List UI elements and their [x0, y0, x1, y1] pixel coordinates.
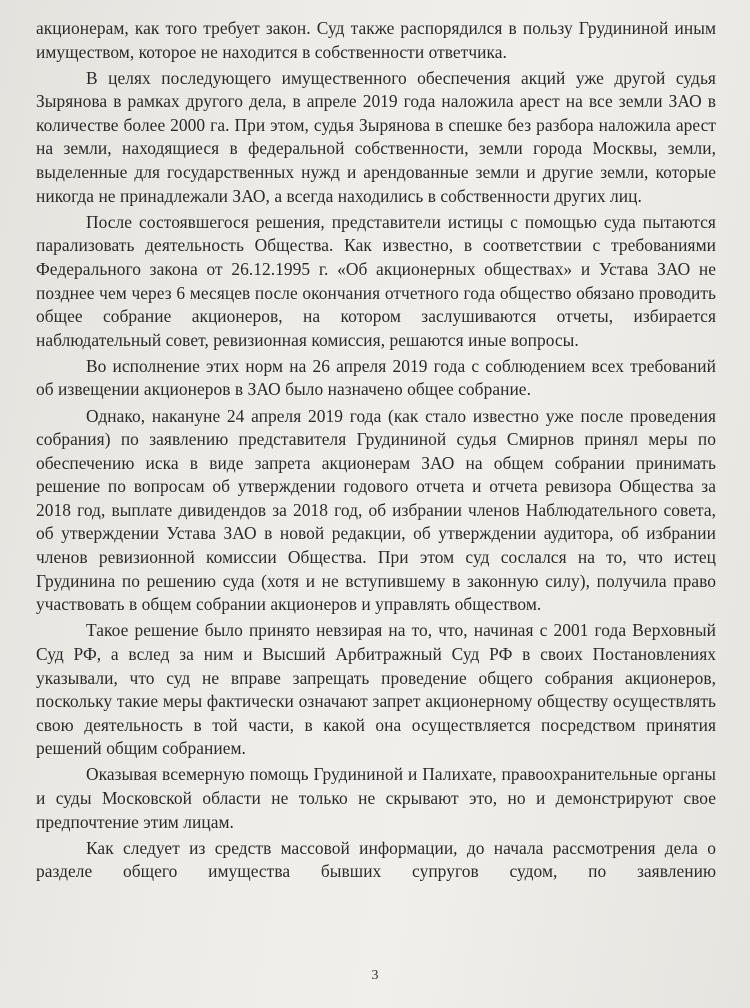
paragraph: Однако, накануне 24 апреля 2019 года (как стало известно уже после проведения собрания) по заявлению представителя Грудининой судья Смирнов принял меры по обеспечению иска в виде запрета акционерам ЗАО на общем собрании принимать решение по вопросам об утверждении годового отчета и отчета ревизора Общества за 2018 год, выплате дивидендов за 2018 год, об избрании членов Наблюдательного совета, об утверждении Устава ЗАО в новой редакции, об утверждении аудитора, об избрании членов ревизионной комиссии Общества. При этом суд сослался на то, что истец Грудинина по решению суда (хотя и не вступившему в законную силу), получила право участвовать в общем собрании акционеров и управлять обществом. — [36, 405, 716, 615]
paragraph: В целях последующего имущественного обеспечения акций уже другой судья Зырянова в рамках другого дела, в апреле 2019 года наложила арест на все земли ЗАО в количестве более 2000 га. При этом, судья Зырянова в спешке без разбора наложила арест на земли, находящиеся в федеральной собственности, земли города Москвы, земли, выделенные для государственных нужд и арендованные земли и другие земли, которые никогда не принадлежали ЗАО, а всегда находились в собственности других лиц. — [36, 67, 716, 206]
paragraph: После состоявшегося решения, представители истицы с помощью суда пытаются парализовать деятельность Общества. Как известно, в соответствии с требованиями Федерального закона от 26.12.1995 г. «Об акционерных обществах» и Устава ЗАО не позднее чем через 6 месяцев после окончания отчетного года общество обязано проводить общее собрание акционеров, на котором заслушиваются отчеты, избирается наблюдательный совет, ревизионная комиссия, решаются иные вопросы. — [36, 211, 716, 350]
document-body — [36, 17, 716, 886]
page-number: 3 — [371, 968, 379, 983]
paragraph: Такое решение было принято невзирая на то, что, начиная с 2001 года Верховный Суд РФ, а вслед за ним и Высший Арбитражный Суд РФ в своих Постановлениях указывали, что суд не вправе запрещать проведение общего собрания акционеров, поскольку такие меры фактически означают запрет акционерному обществу осуществлять свою деятельность в той части, в какой она осуществляется посредством принятия решений общим собранием. — [36, 620, 716, 759]
paragraph: Как следует из средств массовой информации, до начала рассмотрения дела о разделе общего имущества бывших супругов судом, по заявлению — [36, 837, 716, 882]
paragraph: Оказывая всемерную помощь Грудининой и Палихате, правоохранительные органы и суды Московской области не только не скрывают это, но и демонстрируют свое предпочтение этим лицам. — [36, 764, 716, 832]
paragraph: акционерам, как того требует закон. Суд также распорядился в пользу Грудининой иным имуществом, которое не находится в собственности ответчика. — [36, 18, 716, 62]
paragraph: Во исполнение этих норм на 26 апреля 2019 года с соблюдением всех требований об извещении акционеров в ЗАО было назначено общее собрание. — [36, 355, 716, 400]
